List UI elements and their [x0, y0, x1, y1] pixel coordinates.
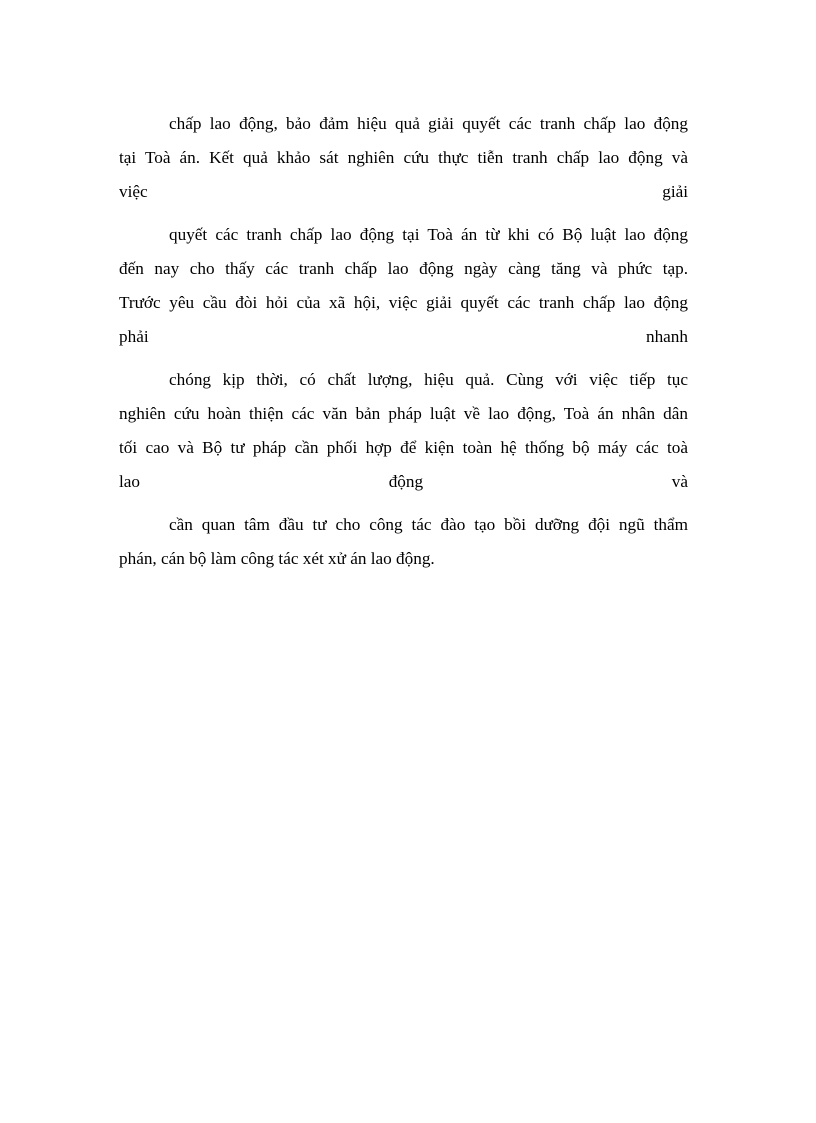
- text-line: việc giải: [119, 182, 688, 201]
- text-line: lao động và: [119, 472, 688, 491]
- text-line: nghiên cứu hoàn thiện các văn bản pháp luật về lao động, Toà án nhân dân: [119, 404, 688, 423]
- text-line: chấp lao động, bảo đảm hiệu quả giải quyết các tranh chấp lao động: [169, 114, 688, 133]
- text-line: tại Toà án. Kết quả khảo sát nghiên cứu thực tiễn tranh chấp lao động và: [119, 148, 688, 167]
- text-line: Trước yêu cầu đòi hỏi của xã hội, việc giải quyết các tranh chấp lao động: [119, 293, 688, 312]
- text-line: chóng kịp thời, có chất lượng, hiệu quả. Cùng với việc tiếp tục: [169, 370, 688, 389]
- text-line: quyết các tranh chấp lao động tại Toà án từ khi có Bộ luật lao động: [169, 225, 688, 244]
- text-line: phải nhanh: [119, 327, 688, 346]
- text-line: cần quan tâm đầu tư cho công tác đào tạo bồi dưỡng đội ngũ thẩm: [169, 515, 688, 534]
- text-line: đến nay cho thấy các tranh chấp lao động ngày càng tăng và phức tạp.: [119, 259, 688, 278]
- text-line: tối cao và Bộ tư pháp cần phối hợp để kiện toàn hệ thống bộ máy các toà: [119, 438, 688, 457]
- text-line: phán, cán bộ làm công tác xét xử án lao động.: [119, 549, 435, 568]
